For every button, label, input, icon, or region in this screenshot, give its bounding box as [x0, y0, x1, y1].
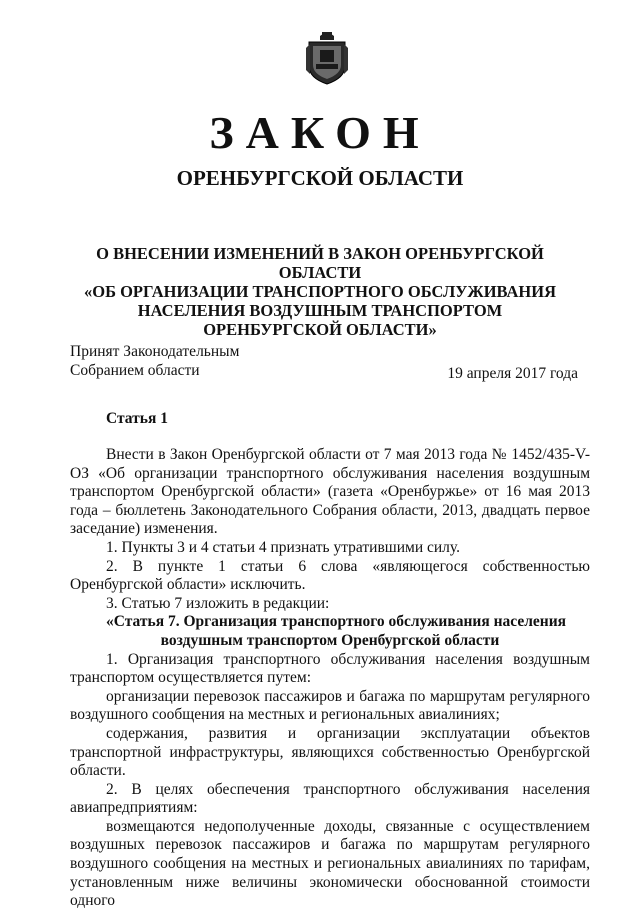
paragraph: Внести в Закон Оренбургской области от 7 мая 2013 года № 1452/435-V-ОЗ «Об организации транспортного обслуживания населения воздушным транспортом Оренбургской области» (газета «Оренбуржье» от 16 мая 2013 года – бюллетень Законодательного Собрания области, 2013, двадцать первое заседание) изменения. [70, 446, 590, 538]
paragraph: организации перевозок пассажиров и багажа по маршрутам регулярного воздушного сообщения на местных и региональных авиалиниях; [70, 687, 590, 724]
adoption-line: Собранием области [70, 362, 200, 379]
paragraph: 1. Организация транспортного обслуживания населения воздушным транспортом осуществляется путем: [70, 650, 590, 687]
paragraph: 3. Статью 7 изложить в редакции: [106, 594, 330, 612]
law-name [60, 244, 580, 339]
paragraph: 1. Пункты 3 и 4 статьи 4 признать утратившими силу. [106, 538, 460, 556]
article-body [70, 446, 590, 911]
law-name-line: О ВНЕСЕНИИ ИЗМЕНЕНИЙ В ЗАКОН ОРЕНБУРГСКОЙ ОБЛАСТИ [96, 244, 544, 282]
law-name-line: «ОБ ОРГАНИЗАЦИИ ТРАНСПОРТНОГО ОБСЛУЖИВАНИЯ [83, 282, 557, 301]
adoption-line: Принят Законодательным [70, 343, 240, 360]
document-title: ЗАКОН [209, 107, 431, 158]
paragraph-heading: «Статья 7. Организация транспортного обслуживания населения [106, 613, 567, 631]
adoption-note [70, 342, 239, 380]
paragraph: возмещаются недополученные доходы, связанные с осуществлением воздушных перевозок пассажиров и багажа по маршрутам регулярного воздушного сообщения на местных и региональных авиалиниях по тарифам, установленным ниже величины экономически обоснованной стоимости одного [70, 817, 590, 910]
law-name-line: ОРЕНБУРГСКОЙ ОБЛАСТИ» [203, 320, 437, 339]
paragraph: 2. В целях обеспечения транспортного обслуживания населения авиапредприятиям: [70, 780, 590, 817]
article-heading: Статья 1 [106, 410, 168, 427]
document-subtitle: ОРЕНБУРГСКОЙ ОБЛАСТИ [176, 166, 464, 190]
law-name-line: НАСЕЛЕНИЯ ВОЗДУШНЫМ ТРАНСПОРТОМ [137, 301, 503, 320]
paragraph: 2. В пункте 1 статьи 6 слова «являющегося собственностью Оренбургской области» исключить. [70, 557, 590, 594]
coat-of-arms-icon [304, 30, 350, 86]
adoption-date: 19 апреля 2017 года [447, 365, 578, 382]
paragraph-heading: воздушным транспортом Оренбургской области [160, 631, 500, 649]
paragraph: содержания, развития и организации эксплуатации объектов транспортной инфраструктуры, являющихся собственностью Оренбургской области. [70, 724, 590, 780]
